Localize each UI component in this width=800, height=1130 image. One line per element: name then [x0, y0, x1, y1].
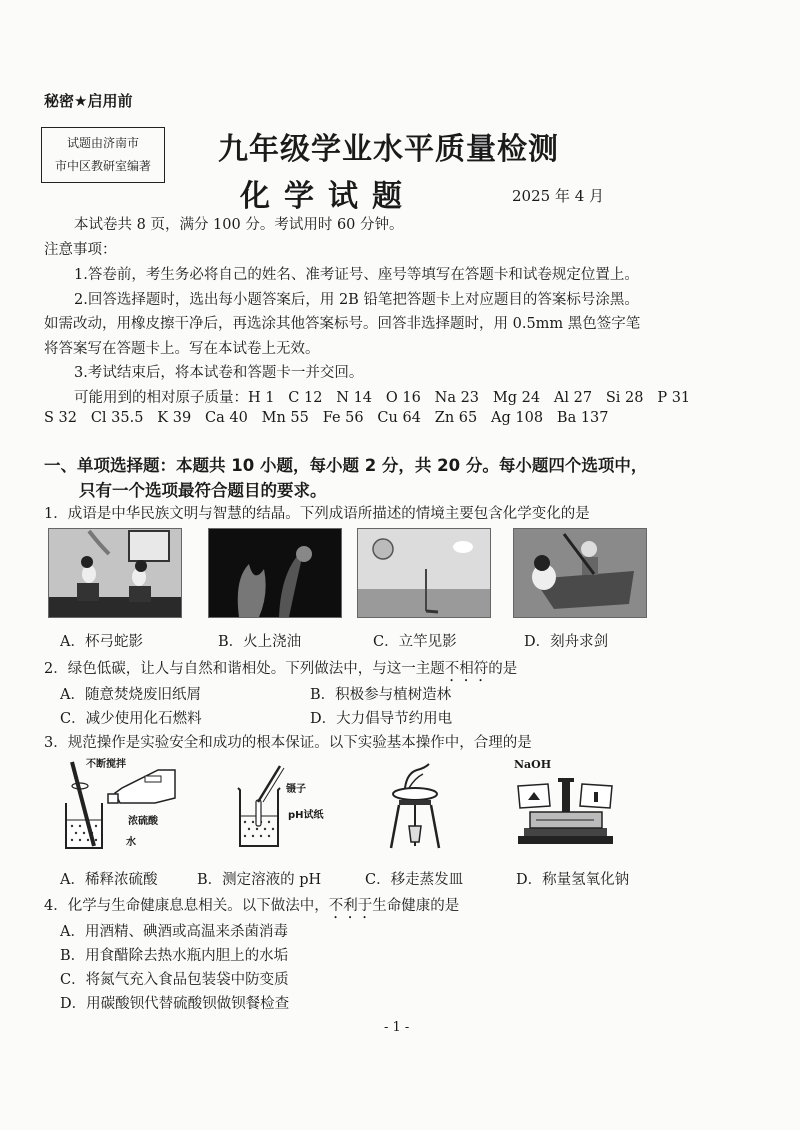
label-ph-paper: pH试纸	[288, 810, 324, 821]
notice-item: 将答案写在答题卡上。写在本试卷上无效。	[44, 341, 320, 357]
q2-option-b[interactable]: B．积极参与植树造林	[310, 687, 452, 703]
secret-label: 秘密★启用前	[44, 92, 133, 110]
image-pole-shadow	[357, 528, 491, 618]
q4-option-c[interactable]: C．将氮气充入食品包装袋中防变质	[60, 972, 289, 988]
exam-summary: 本试卷共 8 页，满分 100 分。考试用时 60 分钟。	[74, 217, 404, 233]
q4-option-d[interactable]: D．用碳酸钡代替硫酸钡做钡餐检查	[60, 996, 290, 1012]
notice-item: 2.回答选择题时，选出每小题答案后，用 2B 铅笔把答题卡上对应题目的答案标号涂黑。	[74, 292, 639, 308]
q1-option-c[interactable]: C．立竿见影	[373, 634, 457, 650]
label-stir: 不断搅拌	[86, 759, 126, 770]
figure-ph-test	[230, 758, 350, 853]
label-tweezers: 镊子	[286, 784, 306, 795]
author-note-line: 市中区教研室编著	[54, 159, 151, 173]
author-note-line: 试题由济南市	[66, 136, 139, 150]
notice-title: 注意事项：	[44, 242, 117, 258]
notice-item: 如需改动，用橡皮擦干净后，再选涂其他答案标号。回答非选择题时，用 0.5mm 黑色签字笔	[44, 316, 641, 332]
exam-subject: 化学试题	[240, 179, 416, 214]
notice-item: 3.考试结束后，将本试卷和答题卡一并交回。	[74, 365, 364, 381]
stem-text: 的是	[488, 661, 518, 677]
q3-option-c[interactable]: C．移走蒸发皿	[365, 872, 464, 888]
q1-option-d[interactable]: D．刻舟求剑	[524, 634, 609, 650]
label-naoh: NaOH	[514, 758, 552, 771]
label-acid: 浓硫酸	[128, 816, 158, 827]
figure-evaporating-dish	[385, 758, 445, 853]
exam-date: 2025 年 4 月	[512, 187, 605, 205]
q2-option-d[interactable]: D．大力倡导节约用电	[310, 711, 453, 727]
image-cup-bow-snake	[48, 528, 182, 618]
figure-balance	[510, 758, 620, 853]
q1-option-b[interactable]: B．火上浇油	[218, 634, 302, 650]
image-fire-oil	[208, 528, 342, 618]
q3-option-d[interactable]: D．称量氢氧化钠	[516, 872, 630, 888]
stem-emphasis: 不相符	[444, 661, 489, 677]
q2-option-a[interactable]: A．随意焚烧废旧纸屑	[60, 687, 201, 703]
q1-option-a[interactable]: A．杯弓蛇影	[60, 634, 143, 650]
author-note-box	[41, 127, 165, 183]
question-stem: 1．成语是中华民族文明与智慧的结晶。下列成语所描述的情境主要包含化学变化的是	[44, 506, 590, 522]
atomic-mass-line: 可能用到的相对原子质量：H 1 C 12 N 14 O 16 Na 23 Mg 24 Al 27 Si 28 P 31	[74, 390, 691, 406]
q4-option-a[interactable]: A．用酒精、碘酒或高温来杀菌消毒	[60, 924, 288, 940]
q4-option-b[interactable]: B．用食醋除去热水瓶内胆上的水垢	[60, 948, 289, 964]
q3-option-a[interactable]: A．稀释浓硫酸	[60, 872, 158, 888]
image-boat-sword	[513, 528, 647, 618]
label-water: 水	[126, 837, 136, 848]
figure-dilute-acid	[60, 758, 180, 853]
q2-option-c[interactable]: C．减少使用化石燃料	[60, 711, 202, 727]
question-stem: 3．规范操作是实验安全和成功的根本保证。以下实验基本操作中，合理的是	[44, 735, 532, 751]
stem-text: 4．化学与生命健康息息相关。以下做法中，	[44, 898, 329, 914]
section-heading: 只有一个选项最符合题目的要求。	[79, 481, 327, 500]
exam-title: 九年级学业水平质量检测	[218, 132, 559, 167]
page-number: - 1 -	[384, 1020, 410, 1035]
stem-emphasis: 不利于	[328, 898, 373, 914]
section-heading: 一、单项选择题：本题共 10 小题，每小题 2 分，共 20 分。每小题四个选项中，	[44, 456, 648, 475]
stem-text: 生命健康的是	[372, 898, 460, 914]
notice-item: 1.答卷前，考生务必将自己的姓名、准考证号、座号等填写在答题卡和试卷规定位置上。	[74, 267, 639, 283]
question-stem	[44, 894, 459, 922]
question-stem	[44, 657, 517, 685]
stem-text: 2．绿色低碳，让人与自然和谐相处。下列做法中，与这一主题	[44, 661, 445, 677]
q3-option-b[interactable]: B．测定溶液的 pH	[197, 872, 322, 888]
atomic-mass-line: S 32 Cl 35.5 K 39 Ca 40 Mn 55 Fe 56 Cu 64 Zn 65 Ag 108 Ba 137	[44, 410, 609, 426]
